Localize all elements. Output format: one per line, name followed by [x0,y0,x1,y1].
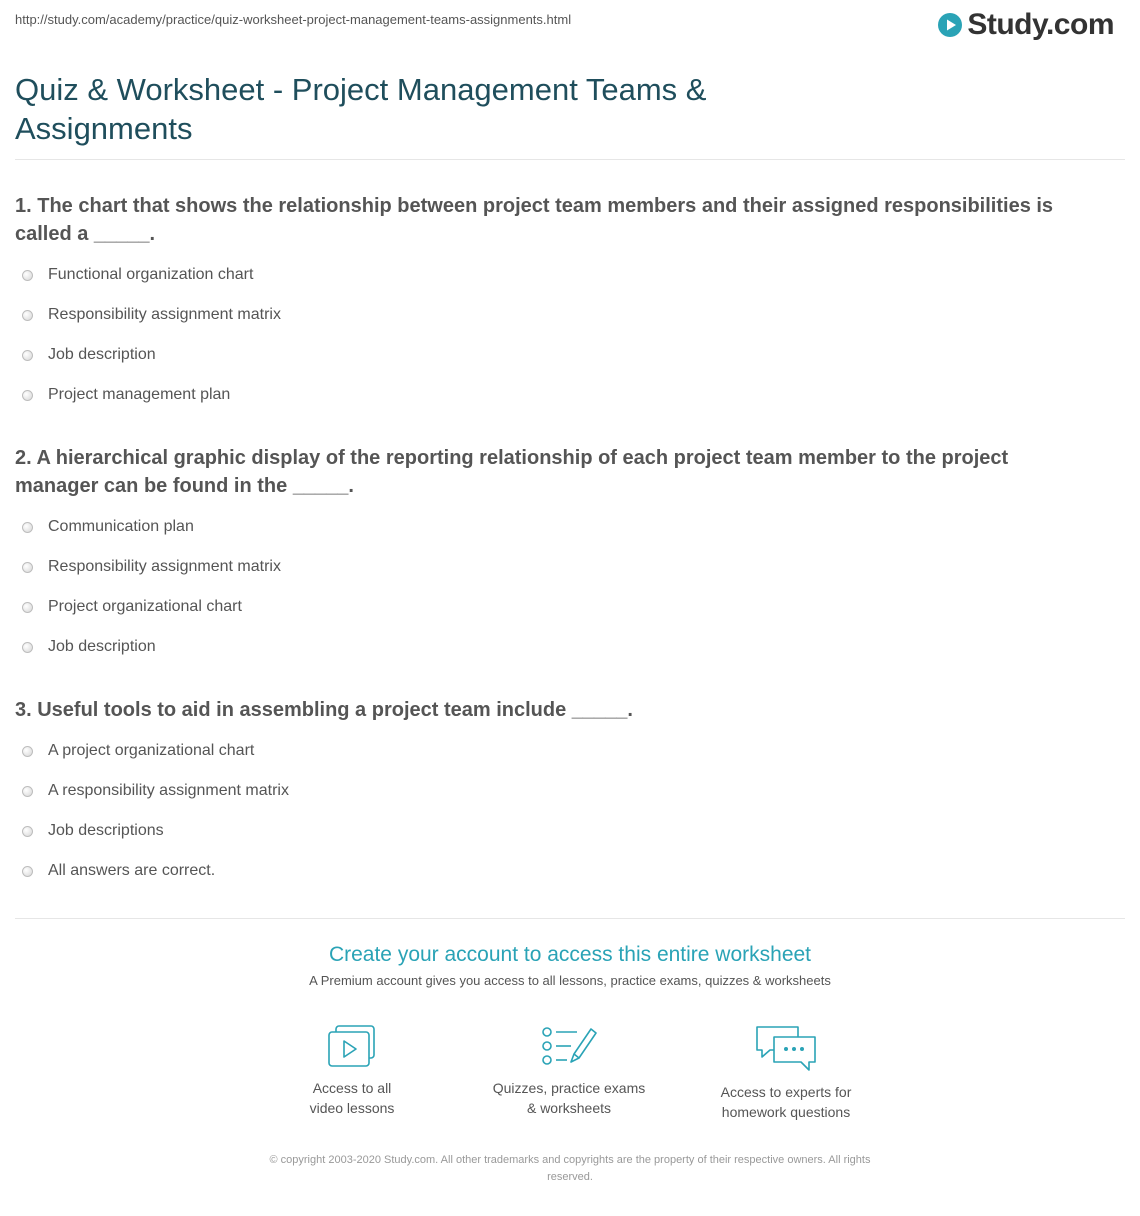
answer-option[interactable] [22,851,289,891]
radio-button[interactable] [22,310,33,321]
create-account-link[interactable]: Create your account to access this entire worksheet [328,943,812,966]
radio-button[interactable] [22,866,33,877]
copyright-footer [210,1152,930,1186]
answer-label: Project organizational chart [48,598,242,615]
title-divider [15,159,1125,160]
questions-divider [15,918,1125,919]
answer-option[interactable] [22,375,281,415]
feature-label-line-2: & worksheets [526,1100,612,1116]
feature-label-line-1: Access to all [312,1080,392,1096]
answer-label: Job descriptions [48,822,164,839]
radio-button[interactable] [22,786,33,797]
answer-option[interactable] [22,587,281,627]
page-title-line-2: Assignments [15,111,193,146]
study-logo[interactable] [937,8,1114,42]
answer-option[interactable] [22,335,281,375]
answer-label: Job description [48,346,156,363]
question-1 [15,192,1110,248]
feature-label-line-2: homework questions [721,1104,851,1120]
footer-line-1: © copyright 2003-2020 Study.com. All other trademarks and copyrights are the property of their respective owners. All rights [269,1154,871,1166]
radio-button[interactable] [22,562,33,573]
feature-quizzes [469,1024,669,1118]
answer-option[interactable] [22,255,281,295]
answer-option[interactable] [22,811,289,851]
feature-label-line-1: Access to experts for [720,1084,852,1100]
question-2-line-1: 2. A hierarchical graphic display of the reporting relationship of each project team member to the project [15,447,1009,469]
answer-label: Responsibility assignment matrix [48,558,281,575]
answer-option[interactable] [22,295,281,335]
radio-button[interactable] [22,270,33,281]
question-2-options [22,507,281,667]
question-1-line-2: called a _____. [15,223,156,245]
question-3-line-1: 3. Useful tools to aid in assembling a project team include _____. [15,699,633,721]
answer-option[interactable] [22,507,281,547]
answer-label: A responsibility assignment matrix [48,782,289,799]
video-lessons-icon [326,1024,378,1068]
answer-label: Project management plan [48,386,231,403]
question-1-options [22,255,281,415]
answer-label: Functional organization chart [48,266,254,283]
quiz-checklist-icon [541,1024,597,1068]
radio-button[interactable] [22,746,33,757]
answer-option[interactable] [22,731,289,771]
feature-label-line-1: Quizzes, practice exams [492,1080,646,1096]
radio-button[interactable] [22,602,33,613]
question-2-line-2: manager can be found in the _____. [15,475,354,497]
question-3-options [22,731,289,891]
feature-label-line-2: video lessons [309,1100,395,1116]
play-circle-icon [937,12,963,38]
answer-label: All answers are correct. [48,862,216,879]
answer-option[interactable] [22,771,289,811]
page-title-line-1: Quiz & Worksheet - Project Management Teams & [15,72,707,107]
premium-description: A Premium account gives you access to all lessons, practice exams, quizzes & worksheets [309,973,831,988]
page-url: http://study.com/academy/practice/quiz-worksheet-project-management-teams-assignments.html [15,12,572,27]
answer-option[interactable] [22,627,281,667]
chat-bubbles-icon [754,1024,818,1072]
feature-experts [686,1024,886,1122]
answer-label: Job description [48,638,156,655]
question-1-line-1: 1. The chart that shows the relationship between project team members and their assigned responsibilities is [15,195,1054,217]
feature-video-lessons [252,1024,452,1118]
radio-button[interactable] [22,826,33,837]
answer-label: Communication plan [48,518,194,535]
answer-label: Responsibility assignment matrix [48,306,281,323]
radio-button[interactable] [22,350,33,361]
radio-button[interactable] [22,642,33,653]
radio-button[interactable] [22,390,33,401]
question-3 [15,696,1110,724]
footer-line-2: reserved. [547,1171,593,1183]
answer-label: A project organizational chart [48,742,255,759]
radio-button[interactable] [22,522,33,533]
page-title [15,70,915,148]
answer-option[interactable] [22,547,281,587]
logo-text: Study.com [967,8,1114,41]
question-2 [15,444,1110,500]
